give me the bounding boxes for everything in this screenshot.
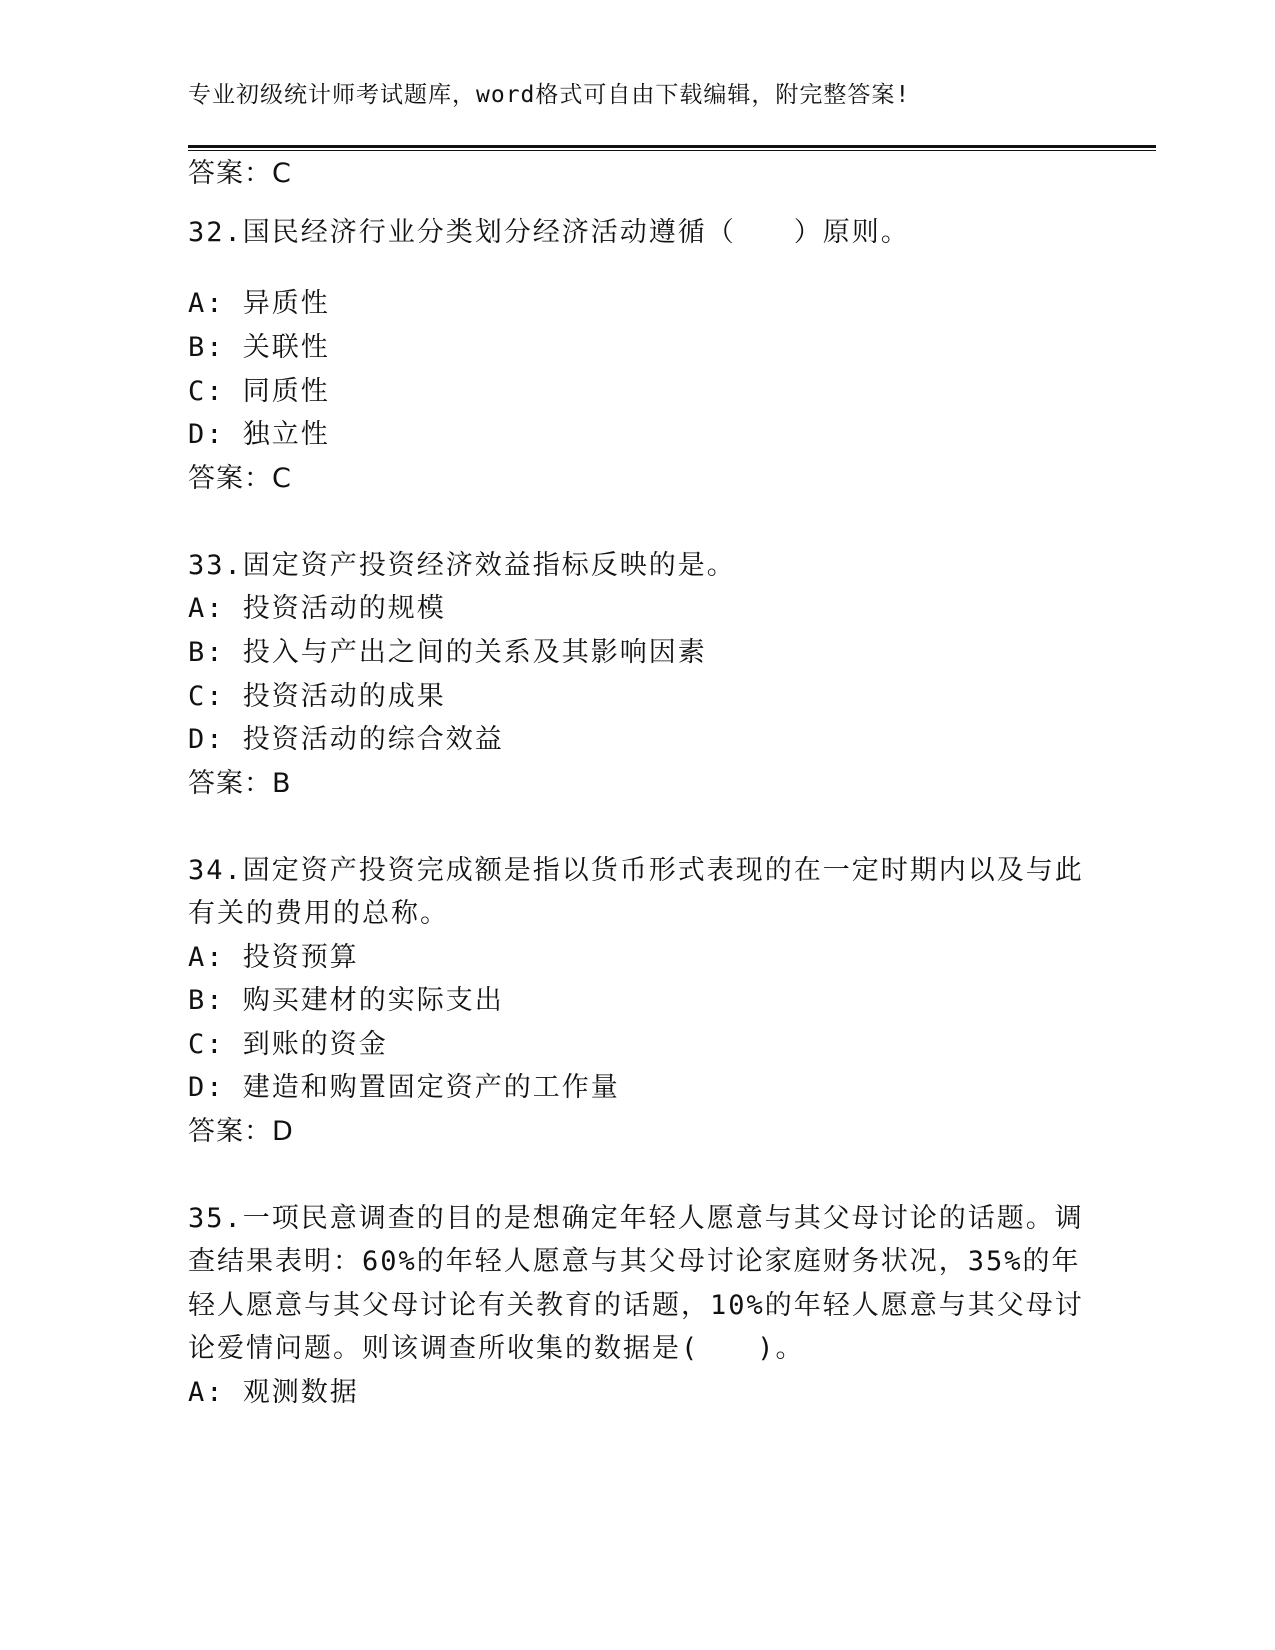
- question-34-option-c: C: 到账的资金: [188, 1029, 388, 1060]
- question-33-option-c: C: 投资活动的成果: [188, 681, 446, 712]
- question-32-stem: 32.国民经济行业分类划分经济活动遵循（ ）原则。: [188, 217, 910, 248]
- question-34-stem-line-2: 有关的费用的总称。: [188, 898, 449, 929]
- page-header: 专业初级统计师考试题库，word格式可自由下载编辑，附完整答案!: [188, 82, 911, 108]
- question-34-option-b: B: 购买建材的实际支出: [188, 985, 504, 1016]
- question-33-answer: 答案：B: [188, 768, 292, 799]
- question-35-stem-line-3: 轻人愿意与其父母讨论有关教育的话题，10%的年轻人愿意与其父母讨: [188, 1290, 1084, 1321]
- question-34-stem-line-1: 34.固定资产投资完成额是指以货币形式表现的在一定时期内以及与此: [188, 855, 1084, 886]
- question-32-option-c: C: 同质性: [188, 376, 330, 407]
- question-35-stem-line-1: 35.一项民意调查的目的是想确定年轻人愿意与其父母讨论的话题。调: [188, 1203, 1084, 1234]
- question-33-option-d: D: 投资活动的综合效益: [188, 724, 504, 755]
- header-rule-thick: [188, 145, 1156, 148]
- question-34-option-a: A: 投资预算: [188, 942, 359, 973]
- header-rule-thin: [188, 150, 1156, 151]
- question-35-option-a: A: 观测数据: [188, 1377, 359, 1408]
- question-33-option-a: A: 投资活动的规模: [188, 593, 446, 624]
- question-33-option-b: B: 投入与产出之间的关系及其影响因素: [188, 637, 707, 668]
- question-34-option-d: D: 建造和购置固定资产的工作量: [188, 1072, 620, 1103]
- question-32-option-d: D: 独立性: [188, 419, 330, 450]
- question-32-option-a: A: 异质性: [188, 288, 330, 319]
- answer-q31: 答案：C: [188, 158, 292, 189]
- question-33-stem: 33.固定资产投资经济效益指标反映的是。: [188, 550, 736, 581]
- question-32-option-b: B: 关联性: [188, 332, 330, 363]
- question-35-stem-line-4: 论爱情问题。则该调查所收集的数据是( )。: [188, 1333, 805, 1364]
- question-32-answer: 答案：C: [188, 463, 292, 494]
- question-34-answer: 答案：D: [188, 1116, 294, 1147]
- question-35-stem-line-2: 查结果表明：60%的年轻人愿意与其父母讨论家庭财务状况，35%的年: [188, 1246, 1081, 1277]
